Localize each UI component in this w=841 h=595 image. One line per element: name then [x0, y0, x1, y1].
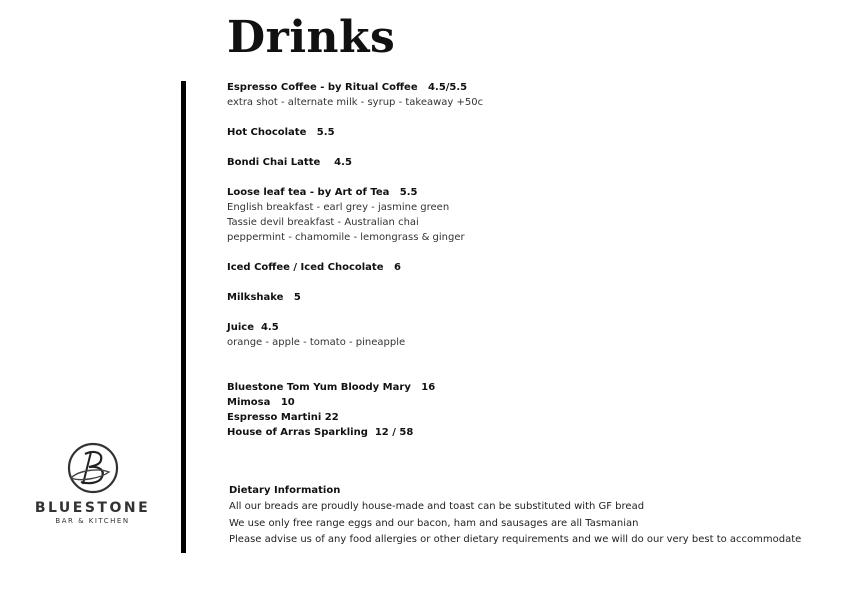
item-title: Hot Chocolate 5.5 — [227, 127, 335, 138]
dietary-information — [229, 483, 809, 549]
cocktail-item: Espresso Martini 22 — [227, 412, 339, 423]
menu-item-milkshake — [227, 290, 787, 305]
item-title: Juice 4.5 — [227, 322, 279, 333]
cocktail-list — [227, 380, 787, 440]
cocktail-item: Bluestone Tom Yum Bloody Mary 16 — [227, 382, 436, 393]
menu-item-loose-leaf-tea — [227, 185, 787, 245]
vertical-divider — [181, 81, 186, 553]
cocktail-item: Mimosa 10 — [227, 397, 295, 408]
item-description: English breakfast - earl grey - jasmine green — [227, 202, 450, 213]
cocktail-item: House of Arras Sparkling 12 / 58 — [227, 427, 414, 438]
item-title: Bondi Chai Latte 4.5 — [227, 157, 352, 168]
dietary-line: Please advise us of any food allergies or other dietary requirements and we will do our very best to accommodate — [229, 534, 802, 545]
item-description: peppermint - chamomile - lemongrass & ginger — [227, 232, 465, 243]
item-title: Iced Coffee / Iced Chocolate 6 — [227, 262, 401, 273]
menu-item-chai-latte — [227, 155, 787, 170]
menu-item-hot-chocolate — [227, 125, 787, 140]
dietary-line: We use only free range eggs and our bacon, ham and sausages are all Tasmanian — [229, 517, 639, 529]
logo-subtitle: BAR & KITCHEN — [55, 517, 130, 525]
item-title: Milkshake 5 — [227, 292, 301, 303]
item-description: Tassie devil breakfast - Australian chai — [227, 217, 419, 228]
item-title: Loose leaf tea - by Art of Tea 5.5 — [227, 187, 418, 198]
logo-name: BLUESTONE — [34, 500, 151, 516]
menu-item-juice — [227, 320, 787, 350]
drinks-menu — [227, 80, 787, 440]
page-title: Drinks — [227, 12, 396, 63]
bluestone-logo — [30, 440, 155, 526]
menu-item-espresso — [227, 80, 787, 110]
script-b-circle-icon — [65, 440, 121, 496]
item-title: Espresso Coffee - by Ritual Coffee 4.5/5.5 — [227, 82, 468, 93]
item-description: orange - apple - tomato - pineapple — [227, 337, 406, 348]
dietary-line: All our breads are proudly house-made and toast can be substituted with GF bread — [229, 501, 645, 512]
menu-item-iced-coffee — [227, 260, 787, 275]
item-description: extra shot - alternate milk - syrup - takeaway +50c — [227, 97, 484, 108]
dietary-heading: Dietary Information — [229, 485, 341, 496]
